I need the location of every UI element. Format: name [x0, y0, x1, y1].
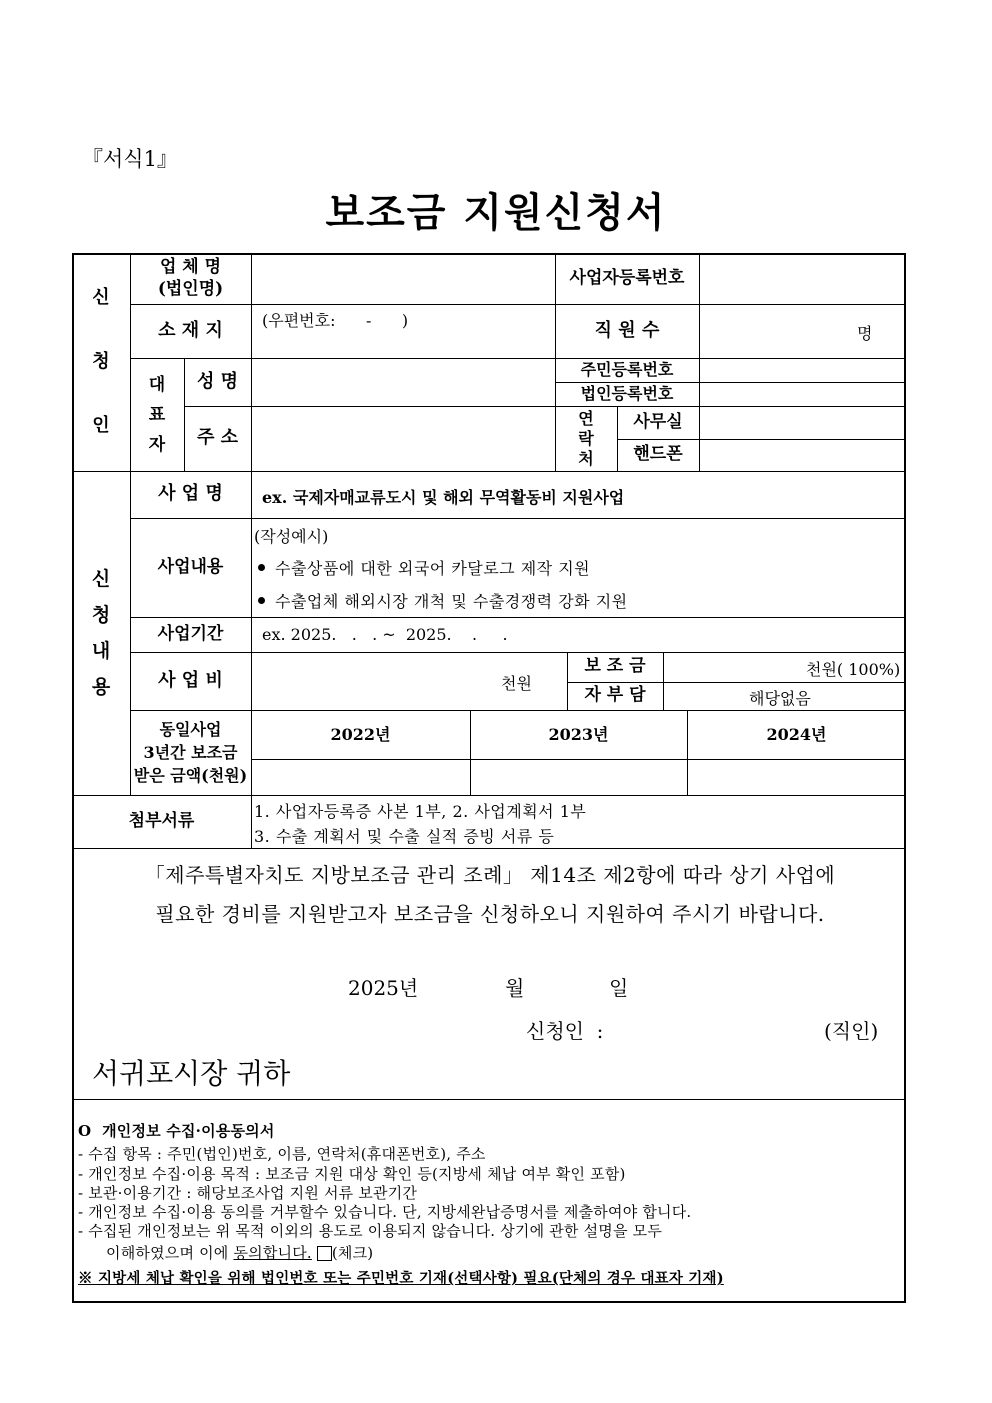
amount-2022-field[interactable]: [252, 760, 469, 794]
date-month: 월: [505, 976, 525, 1000]
content-item-2[interactable]: 수출업체 해외시장 개척 및 수출경쟁력 강화 지원: [258, 589, 628, 612]
contact-label: 연 락 처: [578, 408, 594, 468]
company-name-field[interactable]: [252, 254, 554, 303]
privacy-item-5: - 수집된 개인정보는 위 목적 이외의 용도로 이용되지 않습니다. 상기에 관한 설명을 모두: [78, 1222, 663, 1240]
subsidy-value[interactable]: 천원( 100%): [806, 660, 901, 679]
corp-reg-label: 법인등록번호: [580, 384, 674, 403]
declaration-line-2: 필요한 경비를 지원받고자 보조금을 신청하오니 지원하여 주시기 바랍니다.: [155, 902, 825, 926]
consent-checkbox[interactable]: [317, 1246, 332, 1261]
privacy-heading: O 개인정보 수집·이용동의서: [78, 1122, 275, 1140]
declaration-line-1: 「제주특별자치도 지방보조금 관리 조례」 제14조 제2항에 따라 상기 사업에: [144, 863, 836, 887]
subsidy-history-label: 동일사업 3년간 보조금 받은 금액(천원): [133, 719, 248, 786]
privacy-item-4: - 개인정보 수집·이용 동의를 거부할수 있습니다. 단, 지방세완납증명서를 제출하여야 합니다.: [78, 1203, 692, 1221]
year-2024-header: 2024년: [766, 724, 827, 744]
self-funding-label: 자 부 담: [584, 685, 646, 706]
bullet-icon: [258, 597, 265, 604]
project-period-value[interactable]: ex. 2025. . . ~ 2025. . .: [262, 625, 508, 644]
year-2023-header: 2023년: [548, 724, 609, 744]
privacy-item-1: - 수집 항목 : 주민(법인)번호, 이름, 연락처(휴대폰번호), 주소: [78, 1145, 486, 1163]
resident-reg-label: 주민등록번호: [580, 360, 674, 379]
rep-name-field[interactable]: [252, 359, 554, 405]
amount-2023-field[interactable]: [471, 760, 686, 794]
attachments-line-2: 3. 수출 계획서 및 수출 실적 증빙 서류 등: [254, 827, 555, 846]
attachments-label: 첨부서류: [128, 810, 195, 831]
employees-label: 직 원 수: [594, 319, 660, 341]
rep-address-label: 주 소: [196, 427, 239, 449]
corp-reg-field[interactable]: [700, 383, 905, 405]
postal-code-hint: (우편번호: - ): [262, 311, 409, 330]
project-cost-field[interactable]: [252, 653, 512, 709]
office-phone-field[interactable]: [700, 407, 905, 438]
attachments-line-1: 1. 사업자등록증 사본 1부, 2. 사업계획서 1부: [254, 802, 587, 821]
project-name-value[interactable]: ex. 국제자매교류도시 및 해외 무역활동비 지원사업: [262, 488, 625, 507]
company-name-label: 업 체 명 (법인명): [157, 257, 224, 299]
date-year: 2025년: [348, 976, 419, 1000]
applicant-section-label: 신 청 인: [92, 287, 110, 436]
employees-unit: 명: [857, 324, 873, 343]
amount-2024-field[interactable]: [688, 760, 905, 794]
year-2022-header: 2022년: [330, 724, 391, 744]
page-title: 보조금 지원신청서: [325, 189, 667, 236]
address-label: 소 재 지: [158, 319, 223, 341]
representative-label: 대 표 자: [148, 374, 166, 455]
project-cost-unit: 천원: [501, 674, 532, 693]
project-cost-label: 사 업 비: [158, 669, 223, 691]
content-example-label: (작성예시): [254, 527, 329, 546]
subsidy-label: 보 조 금: [584, 656, 646, 677]
recipient-label: 서귀포시장 귀하: [92, 1057, 291, 1090]
date-day: 일: [609, 976, 629, 1000]
rep-address-field[interactable]: [252, 407, 554, 470]
bullet-icon: [258, 564, 265, 571]
mobile-phone-label: 핸드폰: [633, 444, 683, 465]
resident-reg-field[interactable]: [700, 359, 905, 381]
privacy-item-2: - 개인정보 수집·이용 목적 : 보조금 지원 대상 확인 등(지방세 체납 여부 확인 포함): [78, 1165, 626, 1183]
address-field[interactable]: [252, 330, 554, 357]
business-reg-field[interactable]: [700, 254, 905, 303]
mobile-phone-field[interactable]: [700, 440, 905, 470]
official-seal-label[interactable]: (직인): [824, 1019, 879, 1043]
applicant-signature-label: 신청인 :: [526, 1019, 604, 1043]
project-period-label: 사업기간: [157, 623, 224, 644]
rep-name-label: 성 명: [196, 370, 239, 392]
privacy-item-3: - 보관·이용기간 : 해당보조사업 지원 서류 보관기간: [78, 1184, 418, 1202]
project-name-label: 사 업 명: [158, 483, 223, 505]
project-content-label: 사업내용: [157, 556, 224, 577]
self-funding-value: 해당없음: [749, 689, 811, 708]
content-item-1[interactable]: 수출상품에 대한 외국어 카달로그 제작 지원: [258, 556, 590, 579]
business-reg-label: 사업자등록번호: [569, 267, 685, 288]
office-phone-label: 사무실: [633, 411, 683, 432]
form-number-label: 『서식1』: [82, 147, 178, 171]
privacy-consent-line: 이해하였으며 이에 동의합니다. (체크): [106, 1244, 374, 1262]
application-section-label: 신 청 내 용: [91, 568, 111, 698]
tax-check-note: ※ 지방세 체납 확인을 위해 법인번호 또는 주민번호 기재(선택사항) 필요(단체의 경우 대표자 기재): [78, 1270, 724, 1287]
